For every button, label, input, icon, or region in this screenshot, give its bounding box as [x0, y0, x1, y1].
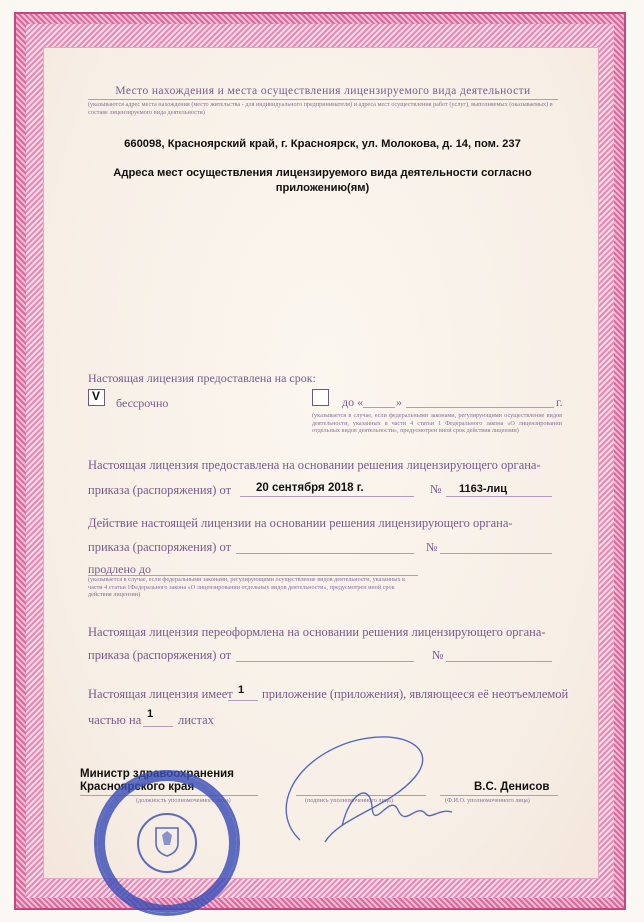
- header-title: Место нахождения и места осуществления лицензируемого вида деятельности: [115, 85, 531, 97]
- basis-number-label: №: [430, 482, 442, 496]
- basis-line2: приказа (распоряжения) от: [88, 483, 232, 497]
- until-checkbox[interactable]: [312, 389, 329, 406]
- header-note: (указываются адрес места нахождения (место жительства - для индивидуального предпринимателя) и адреса мест осуществления работ (услуг), выполняемых (оказываемых) в составе лицензируемого вида деятельности): [88, 101, 553, 116]
- term-label: Настоящая лицензия предоставлена на срок:: [88, 371, 316, 385]
- unlimited-check-mark: V: [92, 389, 101, 403]
- until-quote: »: [396, 395, 402, 409]
- extension-date-line: [236, 553, 414, 554]
- extension-number-line: [440, 553, 552, 554]
- until-prefix: до «: [342, 395, 364, 409]
- caption-position: (должность уполномоченного лица): [136, 797, 231, 804]
- extension-note: (указывается в случае, если федеральными законами, регулирующими осуществление видов деятельности, указанных в части 4 статьи 1Федерального закона «О лицензировании отдельных видов деятельности», предусмотрен иной срок действия лицензии): [88, 576, 405, 598]
- reissue-number-label: №: [432, 648, 444, 662]
- until-note: (указывается в случае, если федеральными законами, регулирующими осуществление видов деятельности, указанных в части 4 статьи 1 Федерального закона «О лицензировании отдельных видов деятельности», предусмотрен иной срок действия лицензии): [312, 412, 562, 434]
- caption-name: (Ф.И.О. уполномоченного лица): [445, 797, 530, 804]
- stamp-emblem: [153, 825, 181, 857]
- until-day-line: [363, 407, 395, 408]
- handwritten-signature: [230, 722, 480, 852]
- extension-line1: Действие настоящей лицензии на основании решения лицензирующего органа-: [88, 516, 513, 530]
- appendix-prefix: Настоящая лицензия имеет: [88, 687, 233, 701]
- addresses-heading: Адреса мест осуществления лицензируемого вида деятельности согласно приложению(ям): [113, 167, 532, 194]
- reissue-number-line: [446, 661, 552, 662]
- basis-date-line: [240, 496, 414, 497]
- appendix-sheets-line: [143, 726, 173, 727]
- appendix-count-line: [228, 700, 258, 701]
- extension-extended: продлено до: [88, 562, 152, 576]
- official-stamp: [94, 770, 240, 916]
- appendix-sheets: 1: [147, 708, 154, 720]
- extension-line2: приказа (распоряжения) от: [88, 540, 232, 554]
- until-suffix: г.: [556, 395, 563, 409]
- extension-number-label: №: [426, 540, 438, 554]
- unlimited-label: бессрочно: [116, 396, 169, 410]
- header-title-underline: [88, 99, 558, 100]
- reissue-line1: Настоящая лицензия переоформлена на основании решения лицензирующего органа-: [88, 625, 546, 639]
- signer-position-line2: Красноярского края: [80, 781, 195, 793]
- caption-signature: (подпись уполномоченного лица): [305, 797, 393, 804]
- reissue-date-line: [236, 661, 414, 662]
- reissue-line2: приказа (распоряжения) от: [88, 648, 232, 662]
- signer-position-line1: Министр здравоохранения: [80, 768, 234, 780]
- until-month-line: [406, 407, 554, 408]
- basis-line1: Настоящая лицензия предоставлена на основании решения лицензирующего органа-: [88, 458, 541, 472]
- basis-number-line: [446, 496, 552, 497]
- address-main: 660098, Красноярский край, г. Красноярск, ул. Молокова, д. 14, пом. 237: [124, 138, 521, 150]
- appendix-sheets-prefix: частью на: [88, 713, 142, 727]
- appendix-count: 1: [238, 684, 245, 696]
- appendix-sheets-suffix: листах: [178, 713, 214, 727]
- appendix-middle: приложение (приложения), являющееся её неотъемлемой: [262, 687, 569, 701]
- basis-date: 20 сентября 2018 г.: [256, 482, 364, 494]
- basis-number: 1163-лиц: [459, 483, 508, 495]
- unlimited-checkbox[interactable]: [88, 389, 105, 406]
- signer-name: В.С. Денисов: [474, 781, 550, 793]
